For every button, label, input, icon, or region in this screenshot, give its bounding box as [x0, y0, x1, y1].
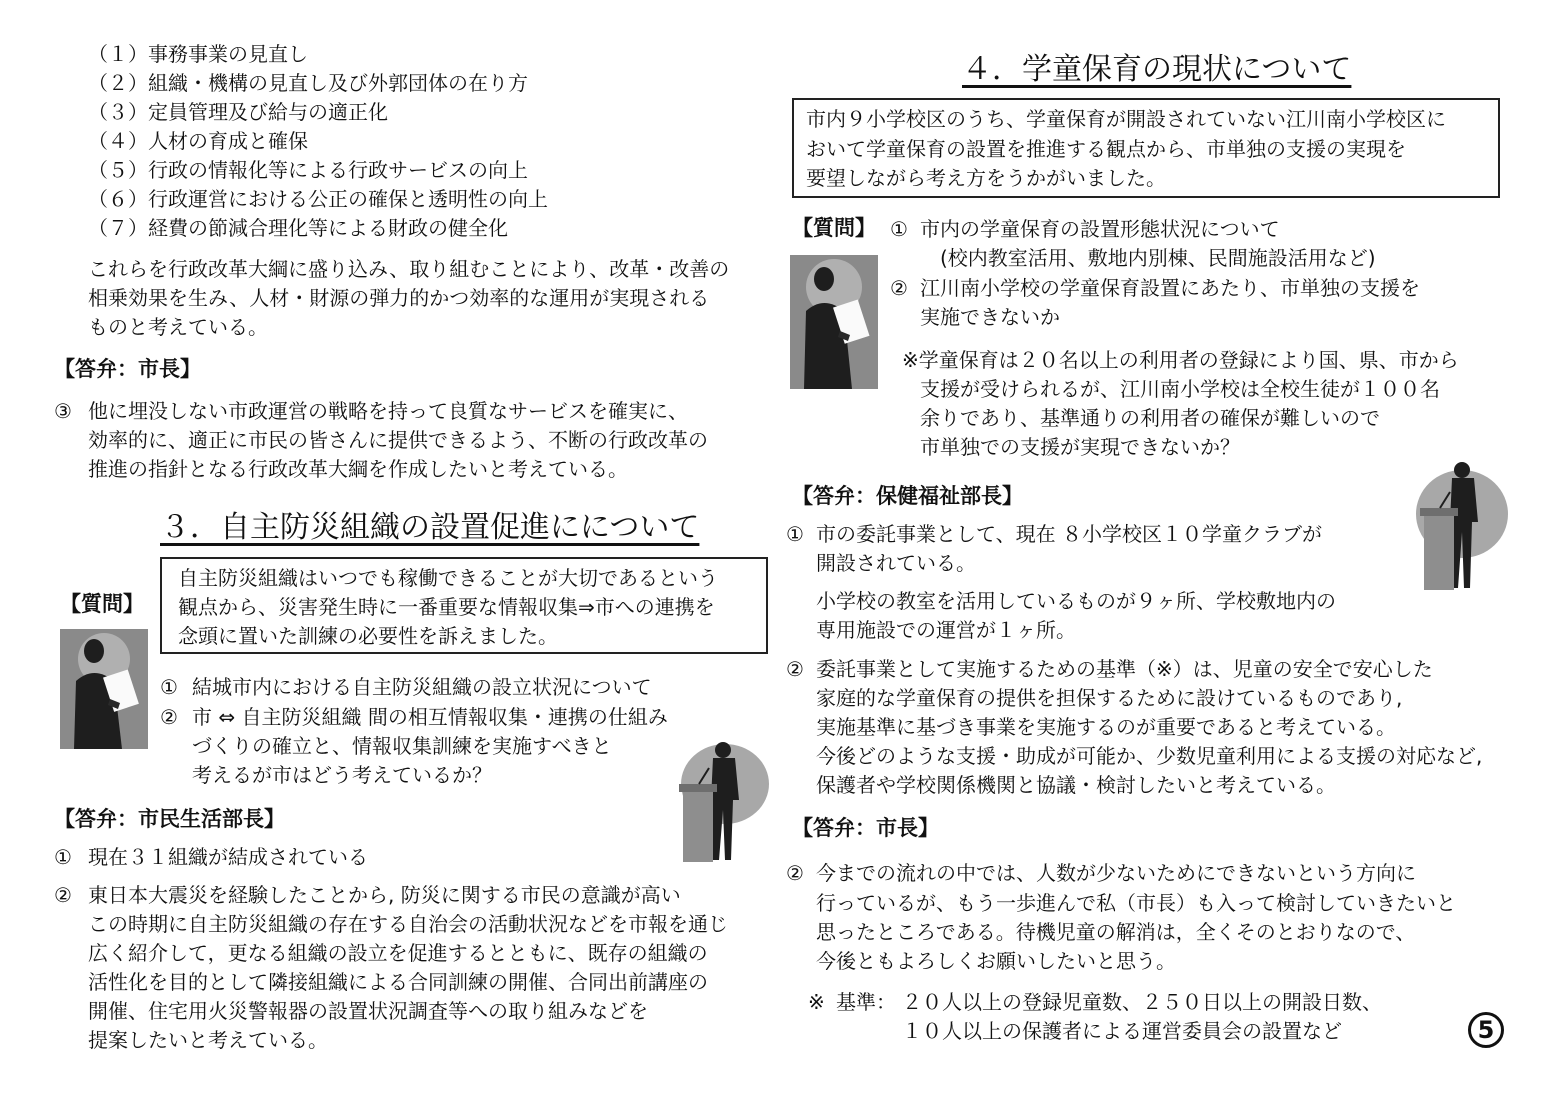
answer-line: 専用施設での運営が１ヶ所。	[816, 618, 1076, 642]
question-label: 【質問】	[60, 592, 144, 616]
criteria-mark: ※	[808, 990, 825, 1014]
answer-line: 効率的に、適正に市民の皆さんに提供できるよう、不断の行政改革の	[88, 428, 708, 452]
measure-item: （２）組織・機構の見直し及び外郭団体の在り方	[88, 71, 528, 95]
criteria-label: 基準：	[836, 990, 896, 1014]
answer-line: 今までの流れの中では、人数が少ないためにできないという方向に	[816, 861, 1416, 885]
answer-line: 今後どのような支援・助成が可能か、少数児童利用による支援の対応など,	[816, 744, 1483, 768]
answer-line: 提案したいと考えている。	[88, 1028, 328, 1052]
page-number: 5	[1468, 1012, 1504, 1048]
speaker-figure	[1412, 458, 1512, 592]
answer-number: ①	[54, 845, 72, 869]
criteria-line: １０人以上の保護者による運営委員会の設置など	[902, 1019, 1342, 1043]
summary-line: 自主防災組織はいつでも稼働できることが大切であるという	[178, 566, 718, 590]
answer-heading-citizen-life: 【答弁：市民生活部長】	[54, 807, 285, 831]
measure-item: （４）人材の育成と確保	[88, 129, 308, 153]
question-line: 江川南小学校の学童保育設置にあたり、市単独の支援を	[920, 276, 1420, 300]
section-title-disaster: ３．自主防災組織の設置促進にについて	[160, 510, 700, 545]
answer-line: 今後ともよろしくお願いしたいと思う。	[816, 949, 1176, 973]
question-line: 市 ⇔ 自主防災組織 間の相互情報収集・連携の仕組み	[192, 705, 668, 729]
answer-line: この時期に自主防災組織の存在する自治会の活動状況などを市報を通じ	[88, 912, 728, 936]
answer-heading-mayor: 【答弁：市長】	[792, 816, 939, 840]
questioner-figure	[790, 255, 878, 389]
answer-line: 広く紹介して，更なる組織の設立を促進するとともに、既存の組織の	[88, 941, 708, 965]
summary-box-disaster	[160, 557, 768, 654]
answer-heading-health-welfare: 【答弁：保健福祉部長】	[792, 484, 1023, 508]
question-line: 市内の学童保育の設置形態状況について	[920, 217, 1280, 241]
question-note-line: 支援が受けられるが、江川南小学校は全校生徒が１００名	[920, 377, 1440, 401]
question-line: 考えるが市はどう考えているか？	[192, 763, 492, 787]
answer-line: 開催、住宅用火災警報器の設置状況調査等への取り組みなどを	[88, 999, 648, 1023]
answer-line: 現在３１組織が結成されている	[88, 845, 368, 869]
answer-line: 委託事業として実施するための基準（※）は、児童の安全で安心した	[816, 657, 1433, 681]
answer-number: ③	[54, 399, 72, 423]
summary-box-childcare	[792, 98, 1500, 198]
question-note-line: 余りであり、基準通りの利用者の確保が難しいので	[920, 406, 1380, 430]
summary-line: 要望しながら考え方をうかがいました。	[806, 166, 1166, 190]
answer-line: 市の委託事業として、現在 ８小学校区１０学童クラブが	[816, 522, 1322, 546]
answer-line: 実施基準に基づき事業を実施するのが重要であると考えている。	[816, 715, 1396, 739]
section-title-childcare: ４．学童保育の現状について	[962, 52, 1352, 87]
answer-line: 東日本大震災を経験したことから, 防災に関する市民の意識が高い	[88, 883, 681, 907]
summary-line: 市内９小学校区のうち、学童保育が開設されていない江川南小学校区に	[806, 107, 1446, 131]
measures-note-line: ものと考えている。	[88, 315, 268, 339]
question-line: 実施できないか	[920, 305, 1060, 329]
question-note-line: ※学童保育は２０名以上の利用者の登録により国、県、市から	[902, 348, 1459, 372]
questioner-figure	[60, 629, 148, 749]
answer-line: 保護者や学校関係機関と協議・検討したいと考えている。	[816, 773, 1336, 797]
question-note-line: 市単独での支援が実現できないか？	[920, 435, 1240, 459]
answer-line: 小学校の教室を活用しているものが９ヶ所、学校敷地内の	[816, 589, 1336, 613]
question-line: 結城市内における自主防災組織の設立状況について	[192, 675, 652, 699]
answer-line: 他に埋没しない市政運営の戦略を持って良質なサービスを確実に、	[88, 399, 688, 423]
question-line: (校内教室活用、敷地内別棟、民間施設活用など)	[920, 246, 1376, 270]
answer-line: 思ったところである。待機児童の解消は，全くそのとおりなので、	[816, 920, 1416, 944]
speaker-figure	[673, 740, 773, 864]
answer-heading-mayor: 【答弁：市長】	[54, 357, 201, 381]
answer-line: 推進の指針となる行政改革大綱を作成したいと考えている。	[88, 457, 628, 481]
answer-line: 開設されている。	[816, 551, 976, 575]
answer-line: 家庭的な学童保育の提供を担保するために設けているものであり,	[816, 686, 1403, 710]
question-number: ①	[160, 675, 178, 699]
answer-line: 行っているが、もう一歩進んで私（市長）も入って検討していきたいと	[816, 891, 1456, 915]
question-label: 【質問】	[792, 216, 876, 240]
summary-line: おいて学童保育の設置を推進する観点から、市単独の支援の実現を	[806, 137, 1406, 161]
answer-line: 活性化を目的として隣接組織による合同訓練の開催、合同出前講座の	[88, 970, 708, 994]
criteria-line: ２０人以上の登録児童数、２５０日以上の開設日数、	[902, 990, 1382, 1014]
measure-item: （３）定員管理及び給与の適正化	[88, 100, 388, 124]
summary-line: 念頭に置いた訓練の必要性を訴えました。	[178, 624, 558, 648]
measure-item: （５）行政の情報化等による行政サービスの向上	[88, 158, 528, 182]
measure-item: （７）経費の節減合理化等による財政の健全化	[88, 216, 508, 240]
question-number: ②	[890, 276, 908, 300]
answer-number: ②	[786, 657, 804, 681]
question-number: ②	[160, 705, 178, 729]
measures-note-line: 相乗効果を生み、人材・財源の弾力的かつ効率的な運用が実現される	[88, 286, 710, 310]
measure-item: （１）事務事業の見直し	[88, 42, 308, 66]
question-number: ①	[890, 217, 908, 241]
answer-number: ②	[786, 861, 804, 885]
summary-line: 観点から、災害発生時に一番重要な情報収集⇒市への連携を	[178, 595, 715, 619]
answer-number: ①	[786, 522, 804, 546]
answer-number: ②	[54, 883, 72, 907]
measure-item: （６）行政運営における公正の確保と透明性の向上	[88, 187, 548, 211]
measures-note-line: これらを行政改革大綱に盛り込み、取り組むことにより、改革・改善の	[88, 257, 730, 281]
question-line: づくりの確立と、情報収集訓練を実施すべきと	[192, 734, 612, 758]
